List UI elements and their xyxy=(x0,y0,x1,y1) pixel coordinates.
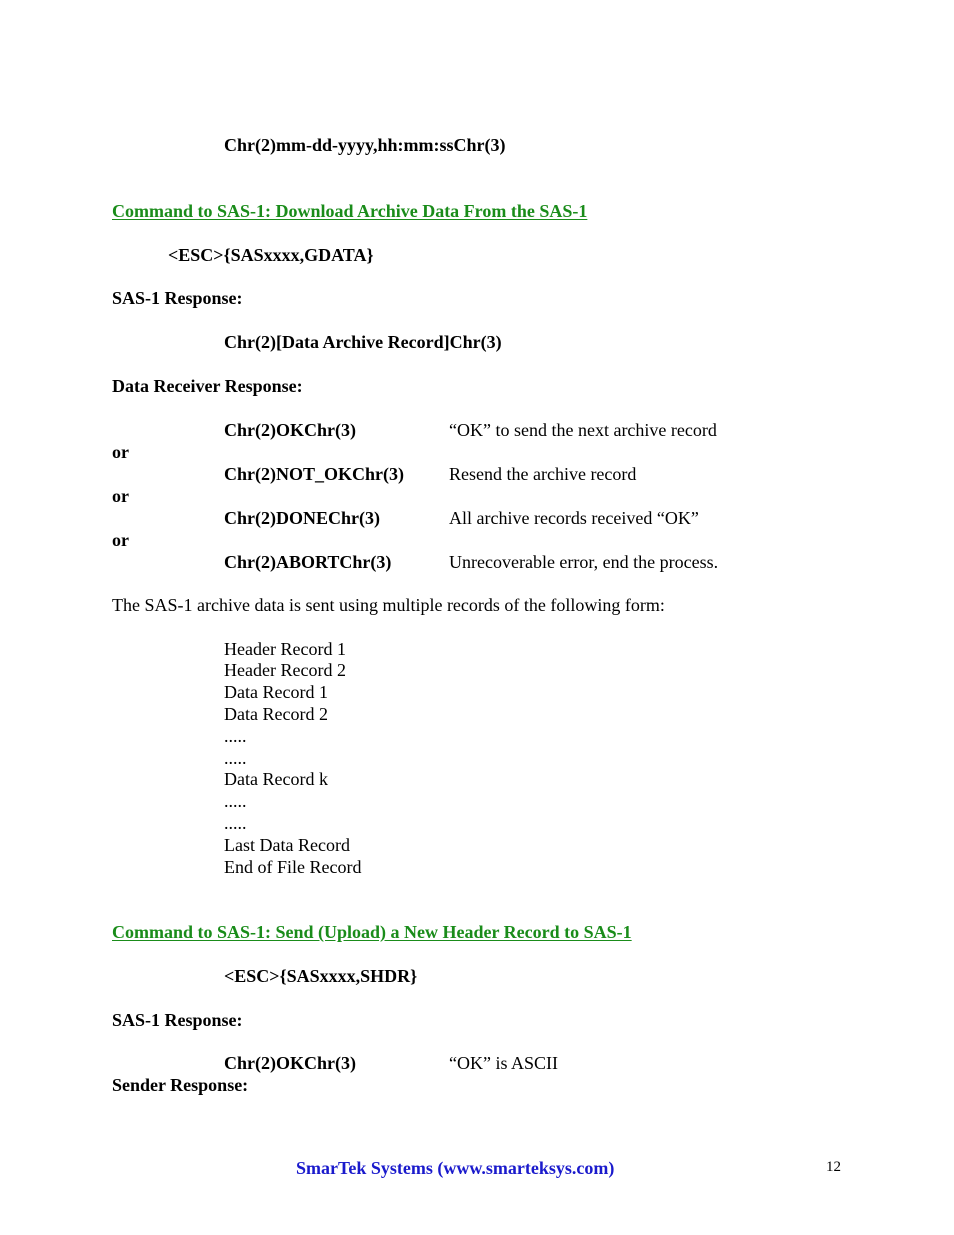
or-separator: or xyxy=(112,442,129,462)
sas-response-value: Chr(2)[Data Archive Record]Chr(3) xyxy=(224,332,502,352)
option-code-not-ok: Chr(2)NOT_OKChr(3) xyxy=(224,464,404,484)
response-code-ok: Chr(2)OKChr(3) xyxy=(224,1053,356,1073)
record-list-item: ..... xyxy=(224,791,247,811)
option-code-ok: Chr(2)OKChr(3) xyxy=(224,420,356,440)
archive-intro-paragraph: The SAS-1 archive data is sent using multiple records of the following form: xyxy=(112,595,665,615)
sas-response-label: SAS-1 Response: xyxy=(112,1010,243,1030)
record-list-item: Last Data Record xyxy=(224,835,350,855)
record-list-item: ..... xyxy=(224,726,247,746)
response-desc-ok: “OK” is ASCII xyxy=(449,1053,558,1073)
record-list-item: Header Record 1 xyxy=(224,639,346,659)
record-list-item: Data Record k xyxy=(224,769,328,789)
sender-response-label: Sender Response: xyxy=(112,1075,249,1095)
record-list-item: End of File Record xyxy=(224,857,362,877)
sas-response-label: SAS-1 Response: xyxy=(112,288,243,308)
receiver-response-label: Data Receiver Response: xyxy=(112,376,303,396)
or-separator: or xyxy=(112,530,129,550)
footer-company: SmarTek Systems (www.smarteksys.com) xyxy=(296,1158,615,1178)
record-list-item: ..... xyxy=(224,813,247,833)
command-gdata: <ESC>{SASxxxx,GDATA} xyxy=(168,245,374,265)
record-list-item: Data Record 1 xyxy=(224,682,328,702)
command-shdr: <ESC>{SASxxxx,SHDR} xyxy=(224,966,418,986)
option-code-done: Chr(2)DONEChr(3) xyxy=(224,508,380,528)
page-number: 12 xyxy=(826,1159,841,1175)
option-desc-ok: “OK” to send the next archive record xyxy=(449,420,717,440)
record-list-item: ..... xyxy=(224,748,247,768)
section-heading-download-archive: Command to SAS-1: Download Archive Data From the SAS-1 xyxy=(112,201,588,221)
section-heading-upload-header: Command to SAS-1: Send (Upload) a New Header Record to SAS-1 xyxy=(112,922,632,942)
option-code-abort: Chr(2)ABORTChr(3) xyxy=(224,552,392,572)
timestamp-format: Chr(2)mm-dd-yyyy,hh:mm:ssChr(3) xyxy=(224,135,506,155)
option-desc-done: All archive records received “OK” xyxy=(449,508,699,528)
option-desc-not-ok: Resend the archive record xyxy=(449,464,637,484)
record-list-item: Header Record 2 xyxy=(224,660,346,680)
option-desc-abort: Unrecoverable error, end the process. xyxy=(449,552,719,572)
or-separator: or xyxy=(112,486,129,506)
record-list-item: Data Record 2 xyxy=(224,704,328,724)
